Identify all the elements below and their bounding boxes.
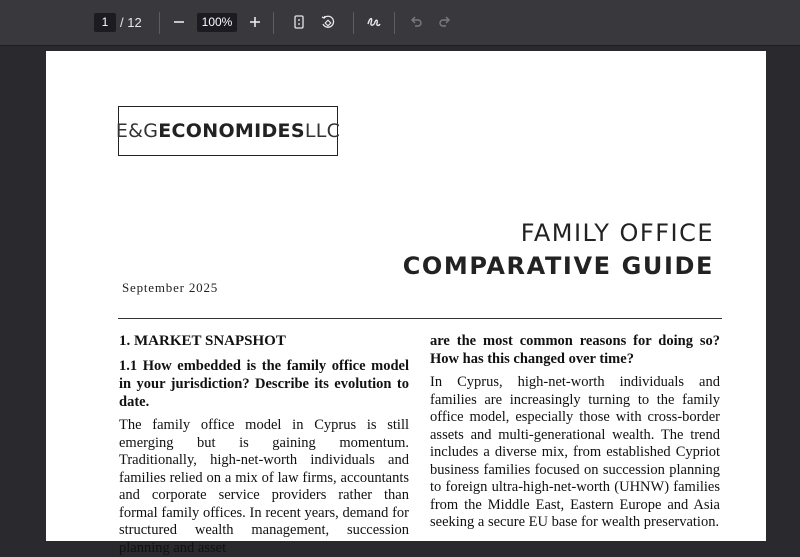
document-viewport[interactable]: [0, 47, 800, 556]
zoom-level-input[interactable]: 100%: [197, 13, 237, 32]
body-paragraph: The family office model in Cyprus is still emerging but is gaining momentum. Traditionally, high-net-worth individuals and families relied on a mix of law firms, accountants and corporate service providers rather than formal family offices. In recent years, demand for structured wealth management, succession planning and asset: [119, 417, 409, 556]
draw-icon: [366, 14, 382, 30]
rotate-icon: [320, 14, 336, 30]
undo-button[interactable]: [403, 9, 429, 35]
zoom-in-button[interactable]: [242, 9, 268, 35]
question-heading: 1.1 How embedded is the family office model in your jurisdiction? Describe its evolution to date.: [119, 358, 409, 410]
redo-button[interactable]: [432, 9, 458, 35]
undo-icon: [408, 14, 424, 30]
divider: [118, 318, 722, 319]
toolbar-separator: [273, 12, 274, 34]
redo-icon: [437, 14, 453, 30]
page-fit-icon: [291, 14, 307, 30]
page-number-input[interactable]: 1: [94, 13, 116, 32]
guide-title-line2: COMPARATIVE GUIDE: [402, 252, 714, 280]
zoom-in-icon: [247, 14, 263, 30]
page-fit-button[interactable]: [286, 9, 312, 35]
company-logo: E&G ECONOMIDES LLC: [118, 106, 338, 156]
guide-title-line1: FAMILY OFFICE: [520, 219, 714, 247]
toolbar-separator: [159, 12, 160, 34]
pdf-toolbar: [0, 0, 800, 46]
section-heading: 1. MARKET SNAPSHOT: [119, 333, 286, 349]
right-column: [430, 332, 720, 532]
zoom-out-icon: [171, 14, 187, 30]
left-column: [119, 332, 409, 557]
body-paragraph: In Cyprus, high-net-worth individuals and families are increasingly turning to the family office model, especially those with cross-border assets and multi-generational wealth. The trend includes a diverse mix, from established Cypriot business families focused on succession planning to foreign ultra-high-net-worth (UHNW) families from the Middle East, Eastern Europe and Asia seeking a secure EU base for wealth preservation.: [430, 374, 720, 530]
toolbar-separator: [394, 12, 395, 34]
rotate-button[interactable]: [315, 9, 341, 35]
question-heading: are the most common reasons for doing so? How has this changed over time?: [430, 333, 720, 367]
draw-button[interactable]: [361, 9, 387, 35]
pdf-page: [46, 51, 766, 556]
zoom-out-button[interactable]: [166, 9, 192, 35]
publication-date: September 2025: [122, 280, 219, 295]
page-count: / 12: [120, 15, 142, 30]
toolbar-separator: [353, 12, 354, 34]
